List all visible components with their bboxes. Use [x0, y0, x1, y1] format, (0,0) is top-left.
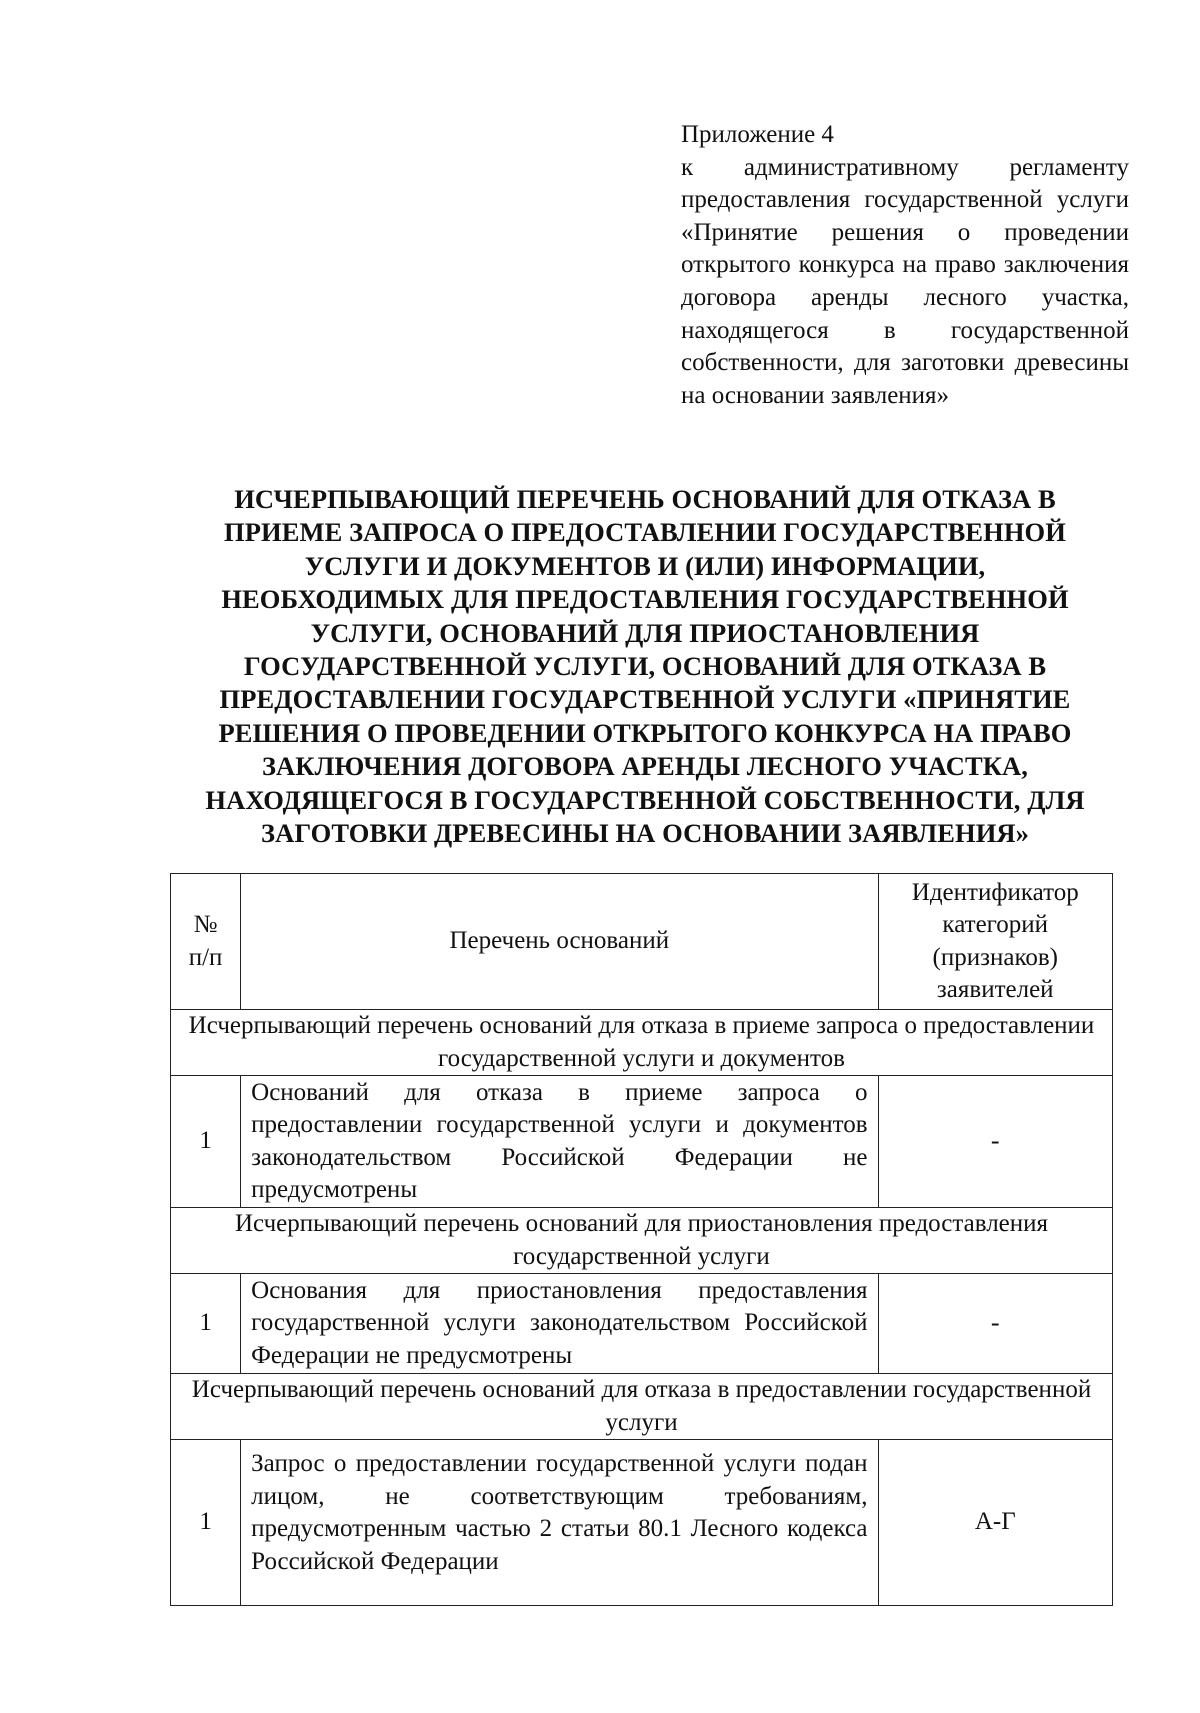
- table-row: [171, 1076, 1113, 1208]
- section-title: Исчерпывающий перечень оснований для приостановления предоставления государственной услуги: [171, 1208, 1113, 1274]
- annex-text: к административному регламенту предоставления государственной услуги «Принятие решения о проведении открытого конкурса на право заключения договора аренды лесного участка, находящегося в государственной собственности, для заготовки древесины на основании заявления»: [681, 153, 1129, 409]
- document-title-line: ЗАГОТОВКИ ДРЕВЕСИНЫ НА ОСНОВАНИИ ЗАЯВЛЕНИЯ»: [261, 818, 1029, 849]
- row-identifier: А-Г: [878, 1440, 1113, 1606]
- document-title-line: ПРИЕМЕ ЗАПРОСА О ПРЕДОСТАВЛЕНИИ ГОСУДАРСТВЕННОЙ: [224, 517, 1066, 548]
- section-title: Исчерпывающий перечень оснований для отказа в приеме запроса о предоставлении государственной услуги и документов: [171, 1010, 1113, 1076]
- annex-block: [681, 119, 1129, 412]
- document-title-line: НАХОДЯЩЕГОСЯ В ГОСУДАРСТВЕННОЙ СОБСТВЕННОСТИ, ДЛЯ: [205, 784, 1085, 815]
- row-identifier: -: [878, 1274, 1113, 1374]
- document-title-line: УСЛУГИ И ДОКУМЕНТОВ И (ИЛИ) ИНФОРМАЦИИ,: [304, 550, 986, 581]
- table-row: [171, 1440, 1113, 1606]
- table-row: [171, 1274, 1113, 1374]
- row-text: Оснований для отказа в приеме запроса о предоставлении государственной услуги и документов законодательством Российской Федерации не предусмотрены: [241, 1076, 878, 1208]
- document-title-line: ПРЕДОСТАВЛЕНИИ ГОСУДАРСТВЕННОЙ УСЛУГИ «ПРИНЯТИЕ: [219, 684, 1071, 715]
- document-title-line: ГОСУДАРСТВЕННОЙ УСЛУГИ, ОСНОВАНИЙ ДЛЯ ОТКАЗА В: [243, 651, 1047, 682]
- annex-title: Приложение 4: [681, 121, 834, 148]
- section-row: [171, 1374, 1113, 1440]
- row-text: Основания для приостановления предоставления государственной услуги законодательством Российской Федерации не предусмотрены: [241, 1274, 878, 1374]
- section-row: [171, 1208, 1113, 1274]
- row-number: 1: [171, 1440, 241, 1606]
- header-grounds: Перечень оснований: [241, 874, 878, 1010]
- row-identifier: -: [878, 1076, 1113, 1208]
- document-title-line: НЕОБХОДИМЫХ ДЛЯ ПРЕДОСТАВЛЕНИЯ ГОСУДАРСТВЕННОЙ: [221, 584, 1069, 615]
- document-title-line: ЗАКЛЮЧЕНИЯ ДОГОВОРА АРЕНДЫ ЛЕСНОГО УЧАСТКА,: [261, 751, 1029, 782]
- table-header-row: [171, 874, 1113, 1010]
- row-text: Запрос о предоставлении государственной услуги подан лицом, не соответствующим требованиям, предусмотренным частью 2 статьи 80.1 Лесного кодекса Российской Федерации: [241, 1440, 878, 1606]
- document-title-line: РЕШЕНИЯ О ПРОВЕДЕНИИ ОТКРЫТОГО КОНКУРСА НА ПРАВО: [218, 717, 1072, 748]
- header-identifier: Идентификатор категорий (признаков) заявителей: [878, 874, 1113, 1010]
- section-row: [171, 1010, 1113, 1076]
- document-title-line: ИСЧЕРПЫВАЮЩИЙ ПЕРЕЧЕНЬ ОСНОВАНИЙ ДЛЯ ОТКАЗА В: [234, 484, 1056, 514]
- document-title: [150, 483, 1140, 850]
- header-number: № п/п: [171, 874, 241, 1010]
- section-title: Исчерпывающий перечень оснований для отказа в предоставлении государственной услуги: [171, 1374, 1113, 1440]
- row-number: 1: [171, 1274, 241, 1374]
- document-title-line: УСЛУГИ, ОСНОВАНИЙ ДЛЯ ПРИОСТАНОВЛЕНИЯ: [310, 617, 980, 648]
- grounds-table: [170, 873, 1113, 1606]
- row-number: 1: [171, 1076, 241, 1208]
